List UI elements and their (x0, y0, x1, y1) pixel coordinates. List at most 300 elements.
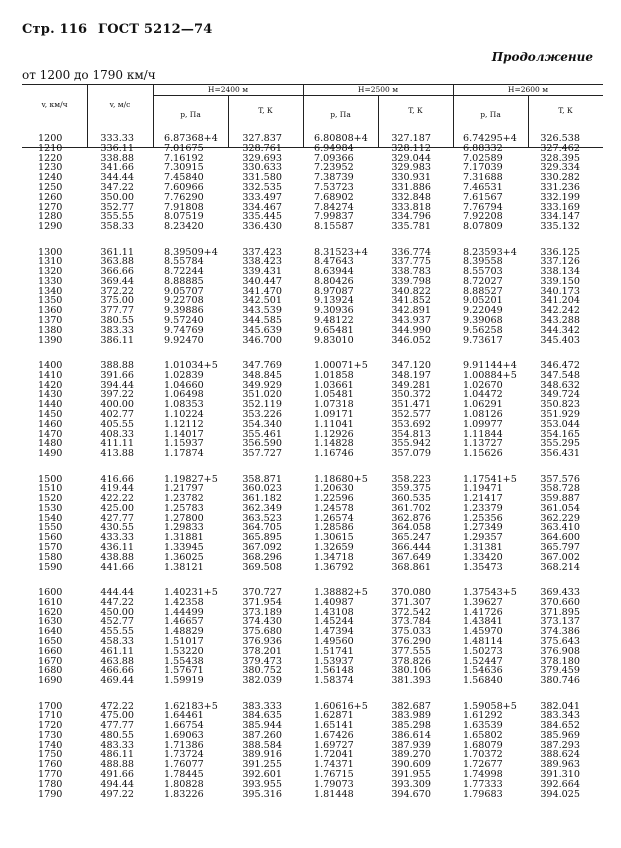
column-p1 (164, 134, 226, 232)
table-cell: 1.26574 (314, 512, 354, 524)
table-cell: 370.727 (242, 587, 282, 598)
table-cell: 391.310 (540, 769, 580, 781)
table-cell: 350.823 (540, 399, 580, 411)
table-cell: 1560 (38, 532, 63, 544)
table-cell: 388.584 (242, 739, 282, 751)
table-cell: 371.895 (540, 606, 580, 618)
table-cell: 366.66 (100, 266, 134, 278)
table-cell: 1.22596 (314, 493, 354, 505)
table-cell: 1.29357 (463, 532, 503, 544)
table-cell: 347.548 (540, 369, 580, 381)
table-cell: 347.22 (100, 181, 134, 193)
table-cell: 444.44 (100, 587, 134, 598)
table-cell: 372.22 (100, 285, 134, 297)
table-cell: 1670 (38, 655, 63, 667)
speed-range-label: от 1200 до 1790 км/ч (22, 68, 156, 82)
table-cell: 7.09366 (314, 152, 354, 164)
table-cell: 379.459 (540, 665, 580, 677)
table-cell: 387.293 (540, 739, 580, 751)
continuation-label: Продолжение (491, 50, 593, 64)
column-ms (90, 361, 134, 459)
table-cell: 331.580 (242, 172, 282, 184)
table-cell: 7.01675 (164, 142, 204, 154)
table-cell: 1.03661 (314, 379, 354, 391)
table-cell: 333.497 (242, 191, 282, 203)
h-group-2: H=2500 м (357, 85, 399, 94)
column-p1 (164, 475, 226, 573)
table-cell: 7.16192 (164, 152, 204, 164)
table-cell: 335.132 (540, 221, 580, 233)
table-cell: 463.88 (100, 655, 134, 667)
table-cell: 441.66 (100, 561, 134, 573)
table-cell: 1.79073 (314, 778, 354, 790)
table-cell: 342.242 (540, 305, 580, 317)
table-cell: 9.83010 (314, 334, 354, 346)
table-cell: 336.125 (540, 246, 580, 258)
table-cell: 8.31523+4 (314, 246, 368, 258)
col-header-v-kmh: v, км/ч (41, 100, 68, 109)
table-cell: 342.891 (391, 305, 431, 317)
table-cell: 1620 (38, 606, 63, 618)
table-cell: 339.431 (242, 266, 282, 278)
table-cell: 8.80426 (314, 275, 354, 287)
table-cell: 1.27349 (463, 522, 503, 534)
table-cell: 340.822 (391, 285, 431, 297)
table-cell: 1.66754 (164, 720, 204, 732)
table-cell: 9.39886 (164, 305, 204, 317)
table-cell: 348.632 (540, 379, 580, 391)
table-cell: 9.56258 (463, 324, 503, 336)
table-cell: 336.430 (242, 221, 282, 233)
table-cell: 360.023 (242, 483, 282, 495)
table-cell: 1.19827+5 (164, 473, 218, 485)
table-cell: 430.55 (100, 522, 134, 534)
table-cell: 7.38739 (314, 172, 354, 184)
column-t2 (383, 475, 431, 573)
table-cell: 1760 (38, 759, 63, 771)
table-cell: 1.25356 (463, 512, 503, 524)
table-cell: 9.22049 (463, 305, 503, 317)
table-cell: 1.11041 (314, 418, 354, 430)
table-cell: 1.17541+5 (463, 473, 517, 485)
table-cell: 1.32659 (314, 542, 354, 554)
table-cell: 1450 (38, 408, 63, 420)
table-cell: 1280 (38, 211, 63, 223)
column-p2 (314, 361, 376, 459)
table-cell: 365.895 (242, 532, 282, 544)
table-cell: 1.51741 (314, 645, 354, 657)
table-cell: 343.288 (540, 315, 580, 327)
table-cell: 388.88 (100, 360, 134, 371)
table-cell: 357.576 (540, 473, 580, 485)
table-cell: 7.23952 (314, 162, 354, 174)
column-p3 (463, 134, 525, 232)
table-cell: 368.296 (242, 551, 282, 563)
table-cell: 382.687 (391, 700, 431, 712)
table-cell: 369.44 (100, 275, 134, 287)
table-cell: 1.69063 (164, 729, 204, 741)
table-cell: 1520 (38, 493, 63, 505)
column-kmh (38, 134, 72, 232)
table-cell: 480.55 (100, 729, 134, 741)
table-cell: 376.936 (242, 635, 282, 647)
table-cell: 1.14017 (164, 428, 204, 440)
column-p1 (164, 361, 226, 459)
table-cell: 371.307 (391, 596, 431, 608)
column-p3 (463, 588, 525, 686)
column-p2 (314, 588, 376, 686)
sub-header-p: p, Па (480, 110, 501, 119)
column-p2 (314, 702, 376, 800)
table-cell: 8.97087 (314, 285, 354, 297)
table-cell: 338.134 (540, 266, 580, 278)
table-cell: 391.255 (242, 759, 282, 771)
table-cell: 345.639 (242, 324, 282, 336)
table-cell: 1.80828 (164, 778, 204, 790)
table-cell: 329.693 (242, 152, 282, 164)
table-cell: 1.62871 (314, 710, 354, 722)
sub-header-p: p, Па (180, 110, 201, 119)
table-cell: 1.63539 (463, 720, 503, 732)
table-cell: 9.73617 (463, 334, 503, 346)
table-cell: 1530 (38, 502, 63, 514)
table-cell: 362.349 (242, 502, 282, 514)
table-cell: 1.72041 (314, 749, 354, 761)
table-cell: 329.334 (540, 162, 580, 174)
table-cell: 1.05481 (314, 389, 354, 401)
table-cell: 405.55 (100, 418, 134, 430)
table-cell: 1220 (38, 152, 63, 164)
table-cell: 1390 (38, 334, 63, 346)
table-cell: 389.963 (540, 759, 580, 771)
table-cell: 336.11 (100, 142, 134, 154)
table-cell: 1550 (38, 522, 63, 534)
table-cell: 340.447 (242, 275, 282, 287)
table-cell: 1230 (38, 162, 63, 174)
table-cell: 346.472 (540, 360, 580, 371)
table-cell: 1440 (38, 399, 63, 411)
table-cell: 8.88527 (463, 285, 503, 297)
table-cell: 339.798 (391, 275, 431, 287)
table-cell: 1430 (38, 389, 63, 401)
table-cell: 338.423 (242, 256, 282, 268)
table-cell: 368.861 (391, 561, 431, 573)
column-t2 (383, 702, 431, 800)
table-cell: 1510 (38, 483, 63, 495)
sub-header-p: p, Па (330, 110, 351, 119)
table-cell: 355.942 (391, 438, 431, 450)
table-cell: 1.60616+5 (314, 700, 368, 712)
table-cell: 7.61567 (463, 191, 503, 203)
table-cell: 497.22 (100, 788, 134, 800)
table-cell: 7.30915 (164, 162, 204, 174)
table-cell: 385.969 (540, 729, 580, 741)
table-cell: 355.295 (540, 438, 580, 450)
table-cell: 1710 (38, 710, 63, 722)
table-cell: 1200 (38, 133, 63, 144)
table-cell: 1.00071+5 (314, 360, 368, 371)
table-cell: 1290 (38, 221, 63, 233)
table-cell: 1250 (38, 181, 63, 193)
table-cell: 362.229 (540, 512, 580, 524)
table-cell: 1.64461 (164, 710, 204, 722)
table-cell: 433.33 (100, 532, 134, 544)
table-cell: 378.201 (242, 645, 282, 657)
table-cell: 387.939 (391, 739, 431, 751)
table-cell: 1.18680+5 (314, 473, 368, 485)
table-cell: 419.44 (100, 483, 134, 495)
table-cell: 1330 (38, 275, 63, 287)
table-cell: 346.700 (242, 334, 282, 346)
table-cell: 452.77 (100, 616, 134, 628)
table-cell: 7.99837 (314, 211, 354, 223)
table-cell: 8.55784 (164, 256, 204, 268)
table-cell: 384.635 (242, 710, 282, 722)
table-cell: 361.054 (540, 502, 580, 514)
table-cell: 1.07318 (314, 399, 354, 411)
table-cell: 475.00 (100, 710, 134, 722)
table-cell: 8.47643 (314, 256, 354, 268)
h-group-3: H=2600 м (507, 85, 549, 94)
column-kmh (38, 475, 72, 573)
table-cell: 343.539 (242, 305, 282, 317)
table-cell: 383.33 (100, 324, 134, 336)
table-cell: 1.69727 (314, 739, 354, 751)
table-cell: 8.07809 (463, 221, 503, 233)
table-cell: 1.59919 (164, 675, 204, 687)
table-cell: 1.09977 (463, 418, 503, 430)
table-cell: 7.17039 (463, 162, 503, 174)
table-cell: 1320 (38, 266, 63, 278)
table-cell: 402.77 (100, 408, 134, 420)
table-cell: 344.585 (242, 315, 282, 327)
table-cell: 1.25783 (164, 502, 204, 514)
column-t1 (234, 134, 282, 232)
col-header-v-ms: v, м/с (109, 100, 131, 109)
table-cell: 1.21797 (164, 483, 204, 495)
table-cell: 1.71386 (164, 739, 204, 751)
table-cell: 1.48829 (164, 626, 204, 638)
h-group-1: H=2400 м (207, 85, 249, 94)
table-cell: 1.29833 (164, 522, 204, 534)
table-cell: 1.42358 (164, 596, 204, 608)
table-cell: 1630 (38, 616, 63, 628)
table-cell: 8.39509+4 (164, 246, 218, 258)
table-cell: 1.00884+5 (463, 369, 517, 381)
table-cell: 1600 (38, 587, 63, 598)
table-cell: 327.462 (540, 142, 580, 154)
table-cell: 333.33 (100, 133, 134, 144)
table-cell: 380.746 (540, 675, 580, 687)
column-t3 (532, 588, 580, 686)
table-cell: 375.00 (100, 295, 134, 307)
table-cell: 373.137 (540, 616, 580, 628)
table-cell: 395.316 (242, 788, 282, 800)
table-cell: 361.182 (242, 493, 282, 505)
row-group (22, 475, 603, 573)
table-cell: 1.72677 (463, 759, 503, 771)
table-cell: 1.76715 (314, 769, 354, 781)
table-cell: 385.298 (391, 720, 431, 732)
table-cell: 357.079 (391, 448, 431, 460)
table-cell: 469.44 (100, 675, 134, 687)
table-cell: 368.214 (540, 561, 580, 573)
table-cell: 9.05201 (463, 295, 503, 307)
table-cell: 328.761 (242, 142, 282, 154)
table-cell: 1.24578 (314, 502, 354, 514)
row-group (22, 702, 603, 800)
table-cell: 369.433 (540, 587, 580, 598)
table-cell: 355.55 (100, 211, 134, 223)
table-cell: 1.74998 (463, 769, 503, 781)
table-cell: 1350 (38, 295, 63, 307)
table-cell: 1.27800 (164, 512, 204, 524)
table-cell: 337.423 (242, 246, 282, 258)
table-cell: 330.633 (242, 162, 282, 174)
table-cell: 1570 (38, 542, 63, 554)
page-header (22, 22, 213, 37)
table-cell: 338.88 (100, 152, 134, 164)
column-p1 (164, 248, 226, 346)
table-cell: 1.34718 (314, 551, 354, 563)
column-t2 (383, 248, 431, 346)
column-p2 (314, 134, 376, 232)
table-cell: 9.22708 (164, 295, 204, 307)
table-cell: 1.12926 (314, 428, 354, 440)
table-cell: 393.309 (391, 778, 431, 790)
table-cell: 9.30936 (314, 305, 354, 317)
table-cell: 9.39068 (463, 315, 503, 327)
table-cell: 337.126 (540, 256, 580, 268)
column-t3 (532, 248, 580, 346)
table-cell: 6.94984 (314, 142, 354, 154)
table-cell: 1.14828 (314, 438, 354, 450)
table-cell: 1.53937 (314, 655, 354, 667)
table-cell: 1.36025 (164, 551, 204, 563)
table-cell: 337.775 (391, 256, 431, 268)
table-cell: 1480 (38, 438, 63, 450)
table-cell: 9.92470 (164, 334, 204, 346)
table-cell: 382.039 (242, 675, 282, 687)
table-cell: 373.189 (242, 606, 282, 618)
page-number: Стр. 116 (22, 22, 88, 37)
column-t1 (234, 475, 282, 573)
table-cell: 351.020 (242, 389, 282, 401)
table-cell: 8.55703 (463, 266, 503, 278)
table-cell: 438.88 (100, 551, 134, 563)
table-cell: 361.702 (391, 502, 431, 514)
table-cell: 378.826 (391, 655, 431, 667)
table-cell: 394.44 (100, 379, 134, 391)
table-cell: 1.56840 (463, 675, 503, 687)
table-cell: 329.983 (391, 162, 431, 174)
table-cell: 1780 (38, 778, 63, 790)
table-cell: 458.33 (100, 635, 134, 647)
table-cell: 341.852 (391, 295, 431, 307)
table-cell: 413.88 (100, 448, 134, 460)
table-cell: 472.22 (100, 700, 134, 712)
table-cell: 1690 (38, 675, 63, 687)
table-cell: 367.092 (242, 542, 282, 554)
table-cell: 1680 (38, 665, 63, 677)
table-cell: 427.77 (100, 512, 134, 524)
table-cell: 327.837 (242, 133, 282, 144)
table-cell: 1590 (38, 561, 63, 573)
table-cell: 327.187 (391, 133, 431, 144)
table-cell: 363.523 (242, 512, 282, 524)
table-cell: 1240 (38, 172, 63, 184)
table-cell: 1.57671 (164, 665, 204, 677)
table-cell: 9.65481 (314, 324, 354, 336)
table-cell: 1340 (38, 285, 63, 297)
table-cell: 331.236 (540, 181, 580, 193)
table-cell: 332.535 (242, 181, 282, 193)
table-cell: 383.989 (391, 710, 431, 722)
table-cell: 1.79683 (463, 788, 503, 800)
table-cell: 353.226 (242, 408, 282, 420)
table-cell: 332.199 (540, 191, 580, 203)
table-cell: 1380 (38, 324, 63, 336)
table-cell: 408.33 (100, 428, 134, 440)
table-cell: 393.955 (242, 778, 282, 790)
table-cell: 1.36792 (314, 561, 354, 573)
column-t1 (234, 248, 282, 346)
table-cell: 373.784 (391, 616, 431, 628)
row-group (22, 134, 603, 232)
column-p1 (164, 702, 226, 800)
table-cell: 383.343 (540, 710, 580, 722)
table-cell: 1.58374 (314, 675, 354, 687)
column-kmh (38, 248, 72, 346)
table-cell: 346.052 (391, 334, 431, 346)
table-cell: 1.48114 (463, 635, 503, 647)
table-cell: 386.11 (100, 334, 134, 346)
table-cell: 363.88 (100, 256, 134, 268)
table-cell: 1.33420 (463, 551, 503, 563)
table-cell: 436.11 (100, 542, 134, 554)
table-cell: 1.33945 (164, 542, 204, 554)
table-cell: 8.63944 (314, 266, 354, 278)
table-cell: 1.78445 (164, 769, 204, 781)
table-cell: 1.41726 (463, 606, 503, 618)
table-cell: 7.76290 (164, 191, 204, 203)
table-cell: 392.664 (540, 778, 580, 790)
table-cell: 339.150 (540, 275, 580, 287)
table-cell: 381.393 (391, 675, 431, 687)
table-cell: 1.76077 (164, 759, 204, 771)
table-cell: 1410 (38, 369, 63, 381)
table-cell: 375.680 (242, 626, 282, 638)
table-cell: 1.67426 (314, 729, 354, 741)
table-cell: 347.769 (242, 360, 282, 371)
table-cell: 1420 (38, 379, 63, 391)
table-cell: 1.37543+5 (463, 587, 517, 598)
table-cell: 1730 (38, 729, 63, 741)
table-cell: 380.106 (391, 665, 431, 677)
table-cell: 1.40987 (314, 596, 354, 608)
table-cell: 9.57240 (164, 315, 204, 327)
table-cell: 359.375 (391, 483, 431, 495)
table-cell: 352.77 (100, 201, 134, 213)
table-cell: 1.21417 (463, 493, 503, 505)
table-cell: 1.40231+5 (164, 587, 218, 598)
table-cell: 389.916 (242, 749, 282, 761)
table-cell: 7.53723 (314, 181, 354, 193)
table-cell: 425.00 (100, 502, 134, 514)
table-cell: 1.19471 (463, 483, 503, 495)
table-cell: 1.06291 (463, 399, 503, 411)
table-cell: 394.670 (391, 788, 431, 800)
